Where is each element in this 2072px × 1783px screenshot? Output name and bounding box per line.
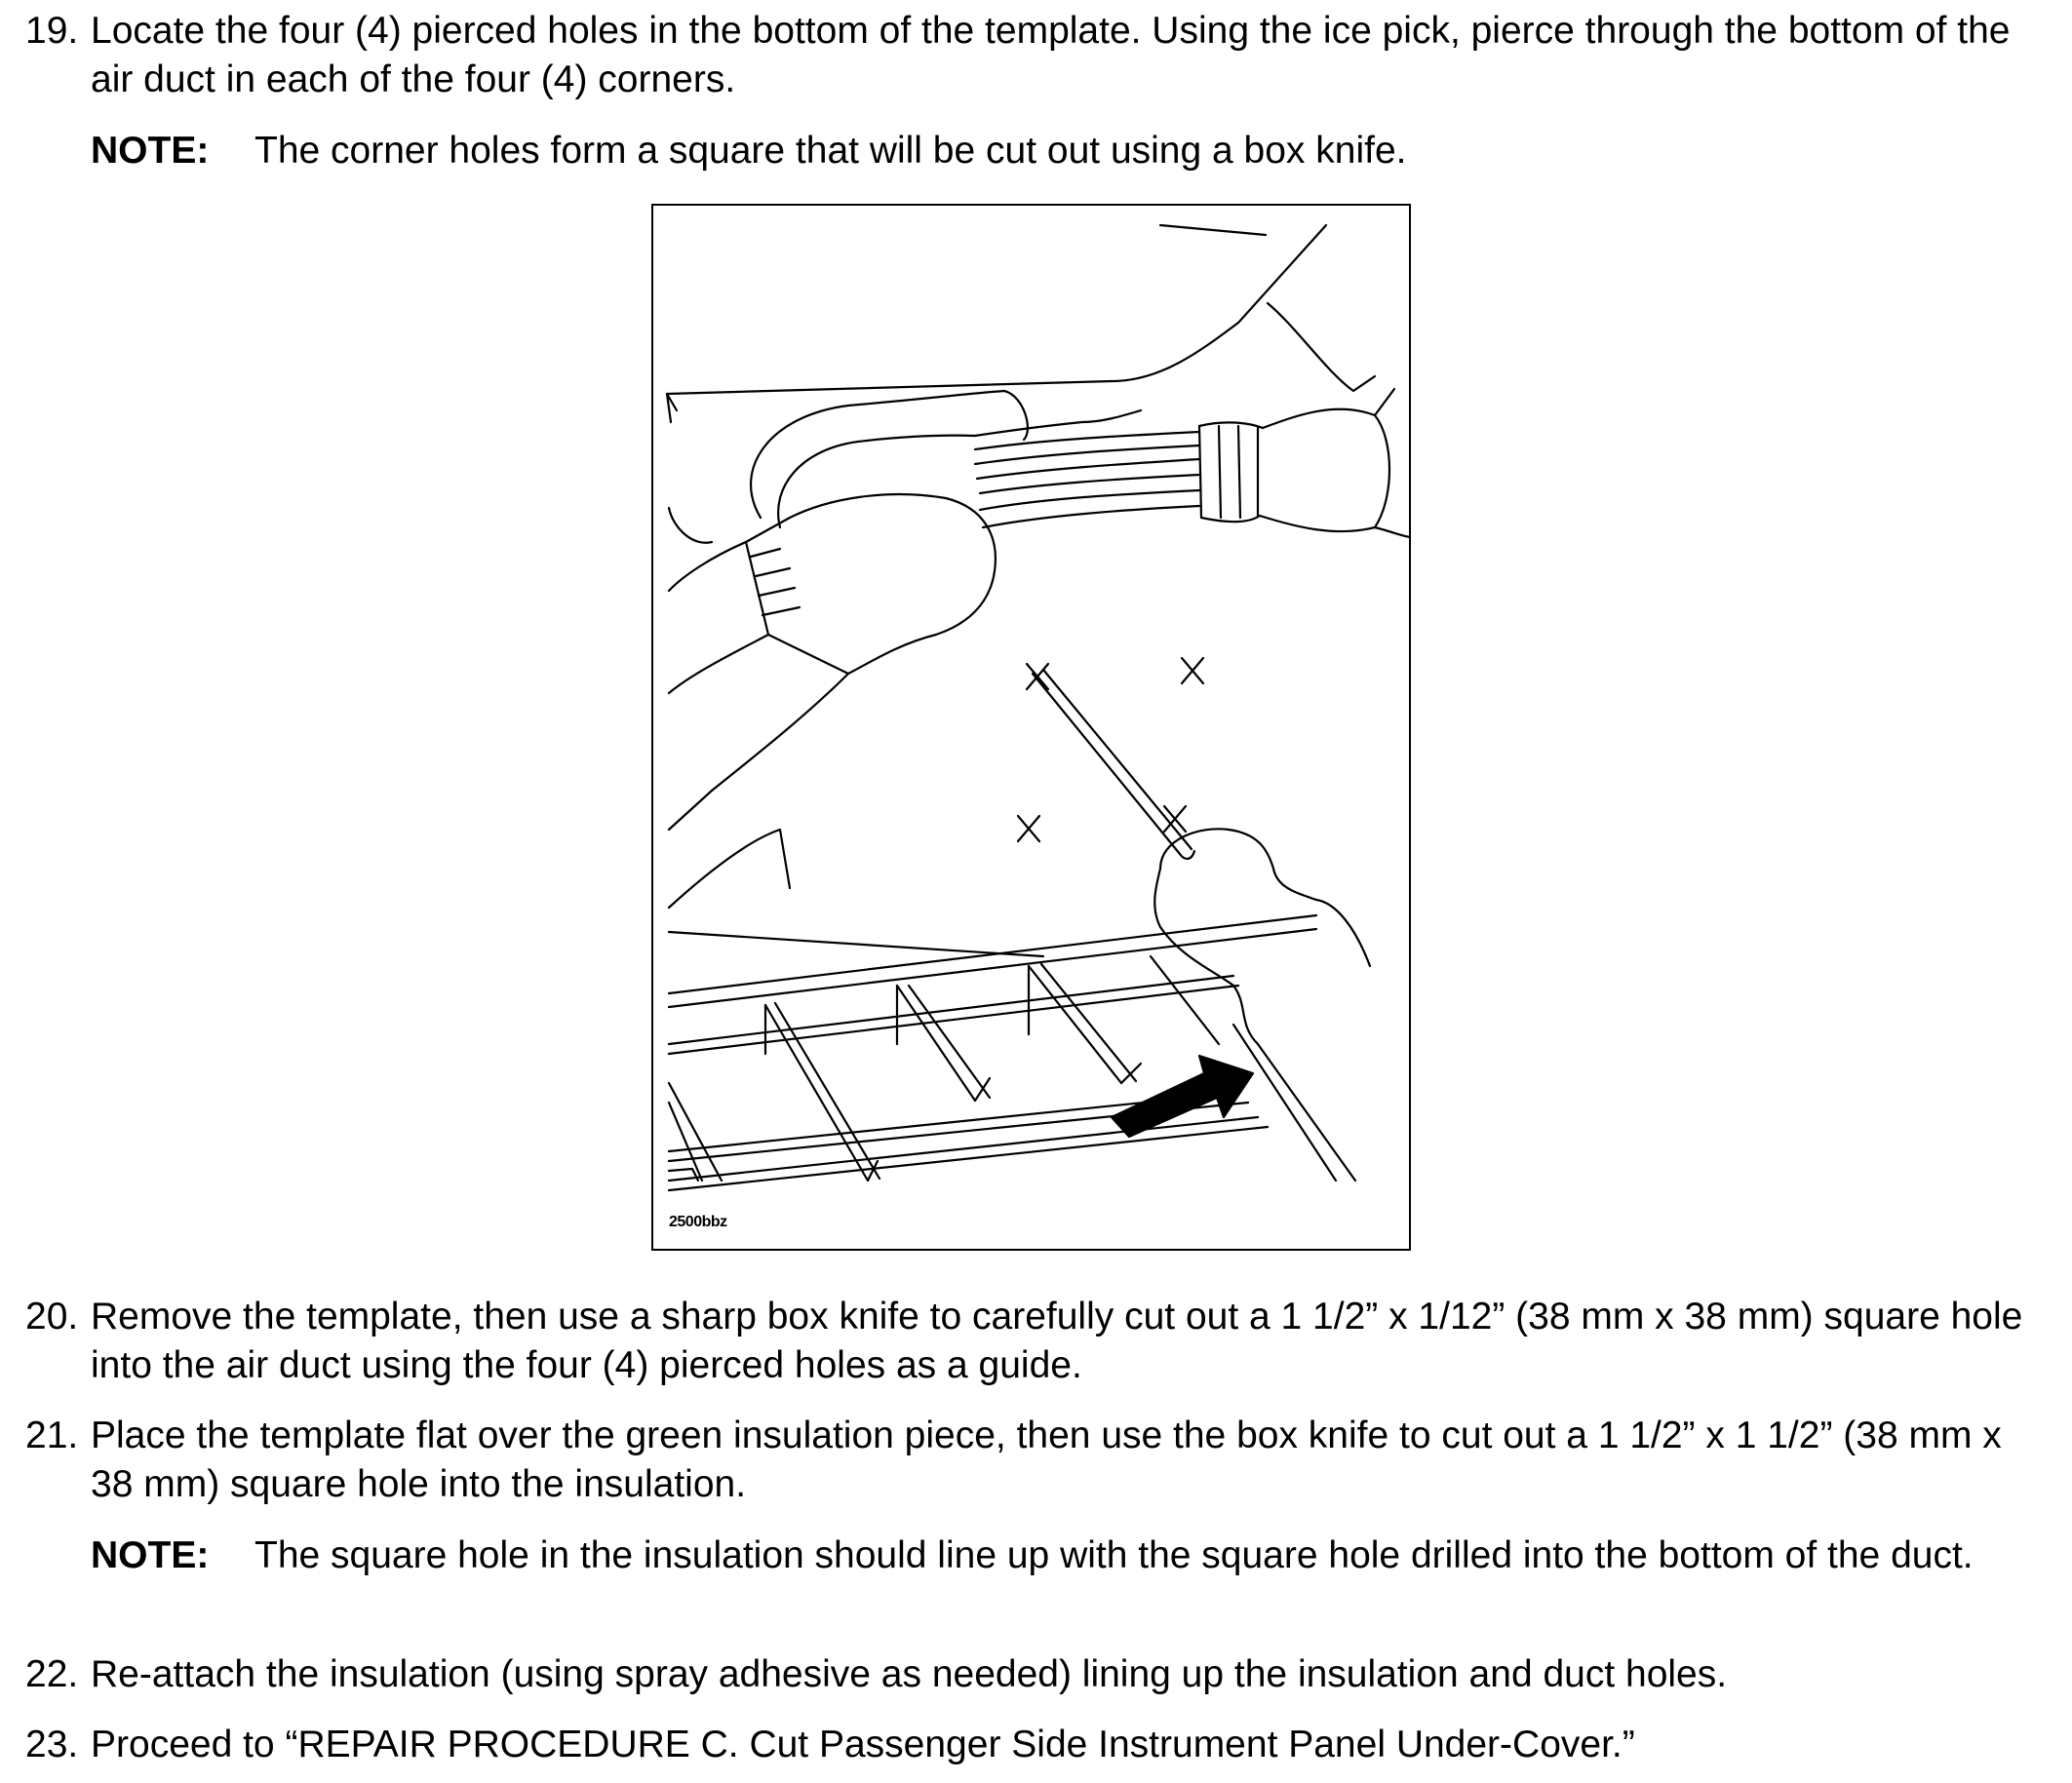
- step-text: Remove the template, then use a sharp box knife to carefully cut out a 1 1/2” x 1/12” (38 mm x 38 mm) square hole into the air duct using the four (4) pierced holes as a guide.: [91, 1296, 2023, 1386]
- step-number: 21.: [25, 1415, 79, 1456]
- step-text: Proceed to “REPAIR PROCEDURE C. Cut Passenger Side Instrument Panel Under-Cover.”: [91, 1724, 1635, 1765]
- note-label: NOTE:: [91, 130, 210, 172]
- ice-pick-drawing: [653, 206, 1411, 1251]
- step-number: 19.: [25, 10, 79, 52]
- step-text: Locate the four (4) pierced holes in the bottom of the template. Using the ice pick, pierce through the bottom of the air duct in each of the four (4) corners.: [91, 10, 2011, 100]
- figure-code: 2500bbz: [669, 1214, 727, 1230]
- step-text: Re-attach the insulation (using spray adhesive as needed) lining up the insulation and duct holes.: [91, 1653, 1728, 1695]
- step-number: 22.: [25, 1653, 79, 1695]
- step-number: 23.: [25, 1724, 79, 1765]
- note-text: The square hole in the insulation should line up with the square hole drilled into the bottom of the duct.: [254, 1534, 1974, 1576]
- step-number: 20.: [25, 1296, 79, 1337]
- ice-pick-illustration: [651, 204, 1411, 1251]
- step-text: Place the template flat over the green insulation piece, then use the box knife to cut out a 1 1/2” x 1 1/2” (38 mm x 38 mm) square hole into the insulation.: [91, 1415, 2002, 1505]
- note-text: The corner holes form a square that will be cut out using a box knife.: [254, 130, 1407, 172]
- note-label: NOTE:: [91, 1534, 210, 1576]
